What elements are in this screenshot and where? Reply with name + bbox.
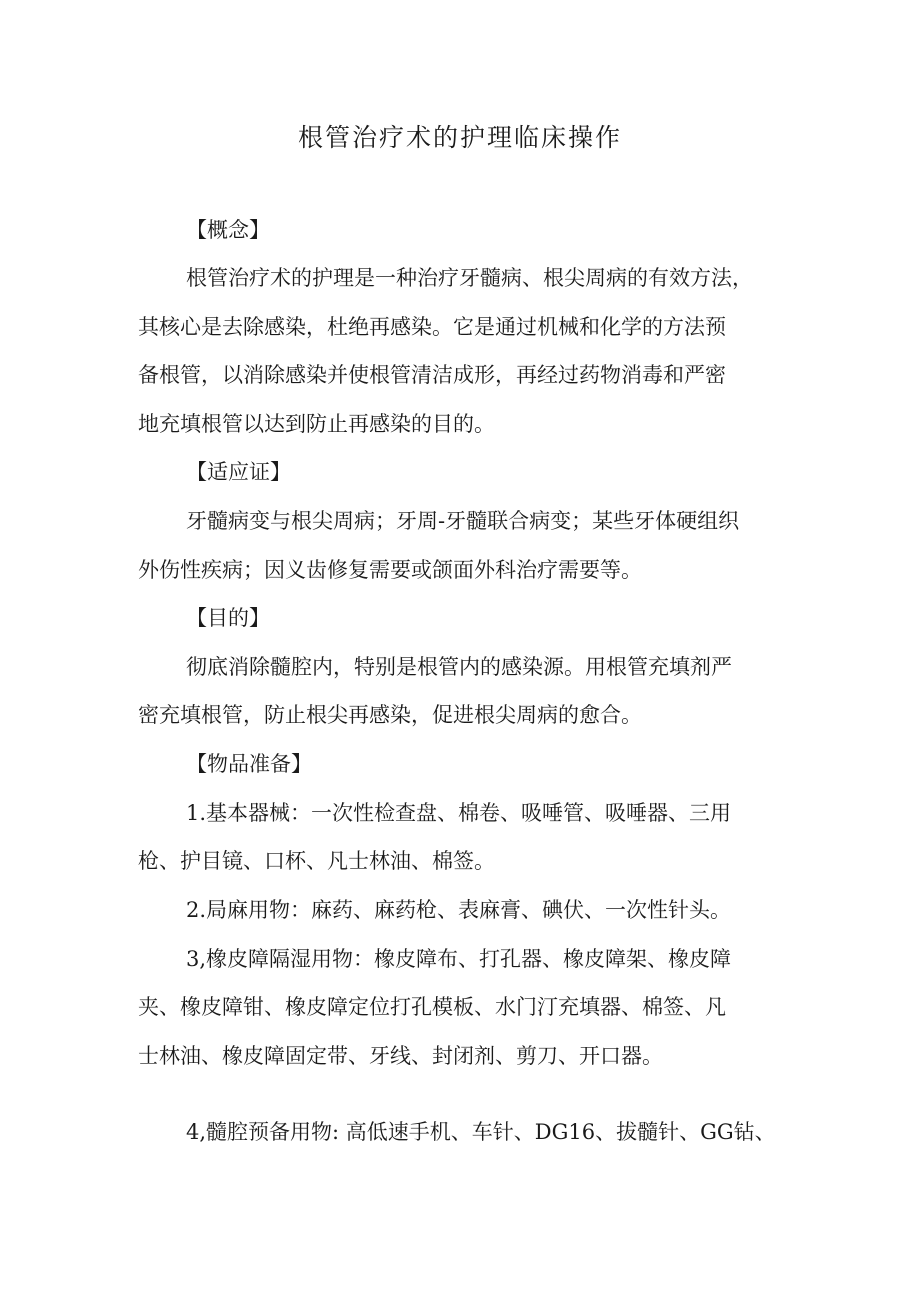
list-item-line: 4,髓腔预备用物: 高低速手机、车针、DG16、拔髓针、GG钻、 — [186, 1120, 776, 1144]
list-item-line: 夹、橡皮障钳、橡皮障定位打孔模板、水门汀充填器、棉签、凡 — [138, 995, 726, 1019]
paragraph-line: 根管治疗术的护理是一种治疗牙髓病、根尖周病的有效方法， — [186, 266, 753, 290]
list-item-line: 2.局麻用物：麻药、麻药枪、表麻膏、碘伏、一次性针头。 — [186, 898, 732, 922]
section-heading-indications: 【适应证】 — [186, 460, 291, 484]
section-heading-supplies: 【物品准备】 — [186, 752, 312, 776]
list-item-line: 枪、护目镜、口杯、凡士林油、棉签。 — [138, 849, 495, 873]
paragraph-line: 外伤性疾病；因义齿修复需要或颌面外科治疗需要等。 — [138, 558, 642, 582]
paragraph-line: 彻底消除髓腔内，特别是根管内的感染源。用根管充填剂严 — [186, 655, 732, 679]
list-item-line: 3,橡皮障隔湿用物：橡皮障布、打孔器、橡皮障架、橡皮障 — [186, 947, 732, 971]
paragraph-line: 牙髓病变与根尖周病；牙周-牙髓联合病变；某些牙体硬组织 — [186, 509, 740, 533]
section-heading-concept: 【概念】 — [186, 218, 270, 242]
paragraph-line: 地充填根管以达到防止再感染的目的。 — [138, 412, 495, 436]
paragraph-line: 密充填根管，防止根尖再感染，促进根尖周病的愈合。 — [138, 703, 642, 727]
list-item-line: 士林油、橡皮障固定带、牙线、封闭剂、剪刀、开口器。 — [138, 1044, 663, 1068]
paragraph-line: 备根管，以消除感染并使根管清洁成形，再经过药物消毒和严密 — [138, 363, 726, 387]
document-title: 根管治疗术的护理临床操作 — [297, 123, 622, 152]
list-item-line: 1.基本器械：一次性检查盘、棉卷、吸唾管、吸唾器、三用 — [186, 801, 732, 825]
section-heading-purpose: 【目的】 — [186, 606, 270, 630]
paragraph-line: 其核心是去除感染，杜绝再感染。它是通过机械和化学的方法预 — [138, 315, 726, 339]
